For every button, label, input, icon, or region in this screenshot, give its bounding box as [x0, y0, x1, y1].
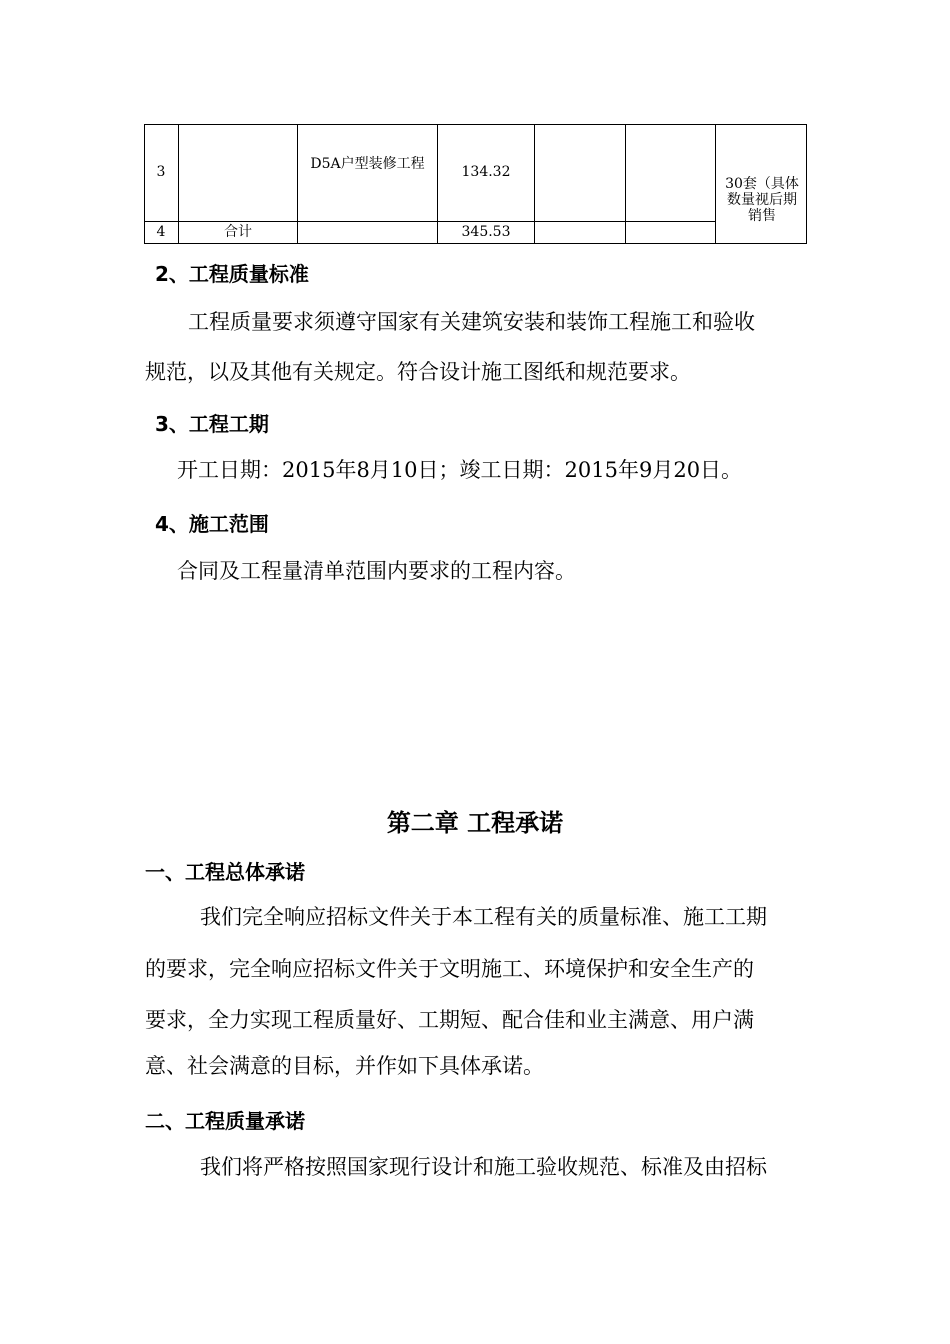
paragraph-line: 我们将严格按照国家现行设计和施工验收规范、标准及由招标: [200, 1155, 767, 1179]
row-item: D5A户型装修工程: [310, 156, 425, 172]
section-heading-overall-commitment: 一、工程总体承诺: [145, 860, 305, 884]
row-name: 合计: [224, 224, 252, 240]
section-heading-quality-commitment: 二、工程质量承诺: [145, 1109, 305, 1133]
section-heading-quality-standard: 2、工程质量标准: [155, 262, 309, 286]
paragraph-line: 合同及工程量清单范围内要求的工程内容。: [177, 559, 576, 583]
paragraph-line: 要求，全力实现工程质量好、工期短、配合佳和业主满意、用户满: [145, 1008, 754, 1032]
row-amount: 345.53: [461, 224, 511, 240]
paragraph-line: 开工日期：2015年8月10日；竣工日期：2015年9月20日。: [177, 458, 743, 482]
paragraph-line: 的要求，完全响应招标文件关于文明施工、环境保护和安全生产的: [145, 957, 754, 981]
section-heading-scope: 4、施工范围: [155, 512, 269, 536]
paragraph-line: 工程质量要求须遵守国家有关建筑安装和装饰工程施工和验收: [188, 310, 755, 334]
project-table: [144, 124, 807, 244]
row-index: 4: [156, 224, 166, 240]
row-amount: 134.32: [461, 164, 511, 180]
section-heading-schedule: 3、工程工期: [155, 412, 269, 436]
table-row: [144, 124, 807, 224]
row-index: 3: [156, 164, 166, 180]
chapter-title: 第二章 工程承诺: [386, 809, 564, 837]
row-note: 30套（具体数量视后期销售: [725, 176, 799, 224]
paragraph-line: 意、社会满意的目标，并作如下具体承诺。: [145, 1054, 544, 1078]
paragraph-line: 规范，以及其他有关规定。符合设计施工图纸和规范要求。: [145, 360, 691, 384]
table-row: [144, 222, 715, 244]
paragraph-line: 我们完全响应招标文件关于本工程有关的质量标准、施工工期: [200, 905, 767, 929]
